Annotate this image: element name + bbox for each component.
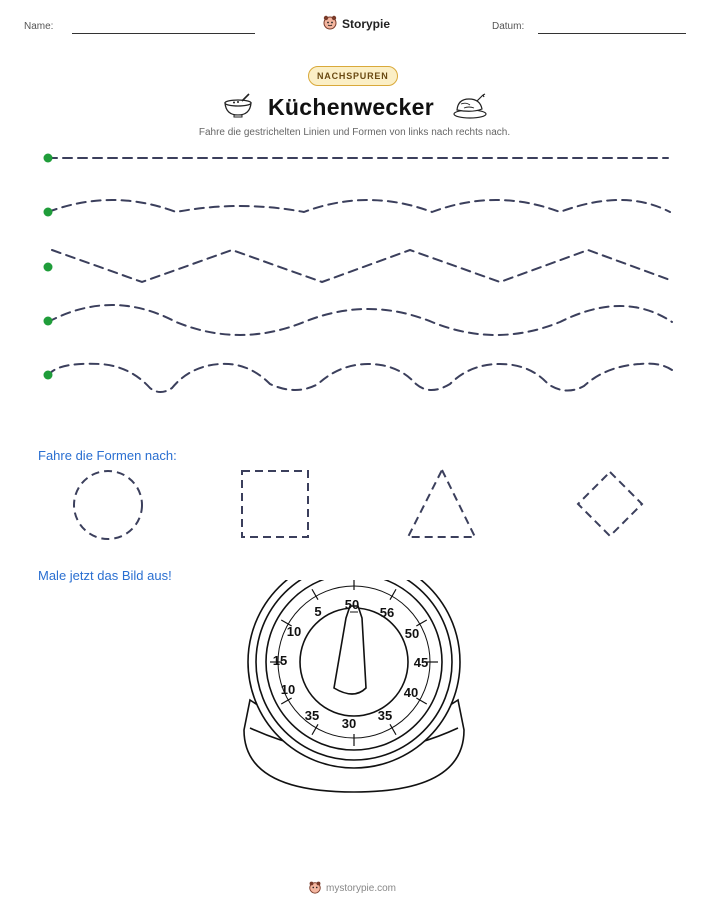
roast-chicken-icon (452, 90, 488, 125)
kitchen-timer-drawing[interactable] (236, 580, 472, 798)
page-title: Küchenwecker (268, 94, 434, 120)
date-write-line[interactable] (538, 33, 686, 34)
coloring-section-label: Male jetzt das Bild aus! (38, 568, 172, 583)
tracing-line-wave-1[interactable] (48, 200, 670, 212)
timer-number: 15 (272, 653, 288, 668)
timer-number: 45 (413, 655, 429, 670)
brand-name: Storypie (342, 16, 391, 31)
tracing-line-wave-2[interactable] (48, 305, 672, 335)
shapes-section-label: Fahre die Formen nach: (38, 448, 177, 463)
tracing-line-bump-wave[interactable] (48, 364, 672, 392)
footer (308, 880, 396, 897)
timer-number: 35 (304, 708, 320, 723)
timer-number: 5 (314, 604, 322, 619)
timer-number: 56 (379, 605, 395, 620)
soup-bowl-icon (222, 92, 254, 123)
start-dot-1 (44, 154, 53, 163)
shape-square[interactable] (242, 471, 308, 537)
timer-number: 35 (377, 708, 393, 723)
storypie-logo-icon (322, 14, 338, 33)
name-label: Name: (24, 21, 54, 32)
start-dot-5 (44, 371, 53, 380)
timer-number: 10 (280, 682, 296, 697)
instructions: Fahre die gestrichelten Linien und Formen von links nach rechts nach. (198, 127, 511, 138)
tracing-lines (0, 140, 709, 400)
start-dot-3 (44, 263, 53, 272)
activity-badge: NACHSPUREN (308, 66, 398, 86)
brand-logo (322, 14, 390, 33)
timer-number: 50 (344, 597, 360, 612)
tracing-shapes (0, 462, 709, 547)
shape-triangle[interactable] (408, 470, 475, 537)
timer-number: 40 (403, 685, 419, 700)
footer-url[interactable]: mystorypie.com (326, 883, 397, 894)
shape-circle[interactable] (74, 471, 142, 539)
shape-diamond[interactable] (578, 472, 642, 536)
tracing-line-zigzag[interactable] (52, 250, 670, 282)
timer-number: 30 (341, 716, 357, 731)
timer-number: 50 (404, 626, 420, 641)
date-label: Datum: (492, 21, 525, 32)
start-dot-4 (44, 317, 53, 326)
start-dot-2 (44, 208, 53, 217)
timer-number: 10 (286, 624, 302, 639)
storypie-logo-icon (308, 880, 322, 897)
name-write-line[interactable] (72, 33, 255, 34)
